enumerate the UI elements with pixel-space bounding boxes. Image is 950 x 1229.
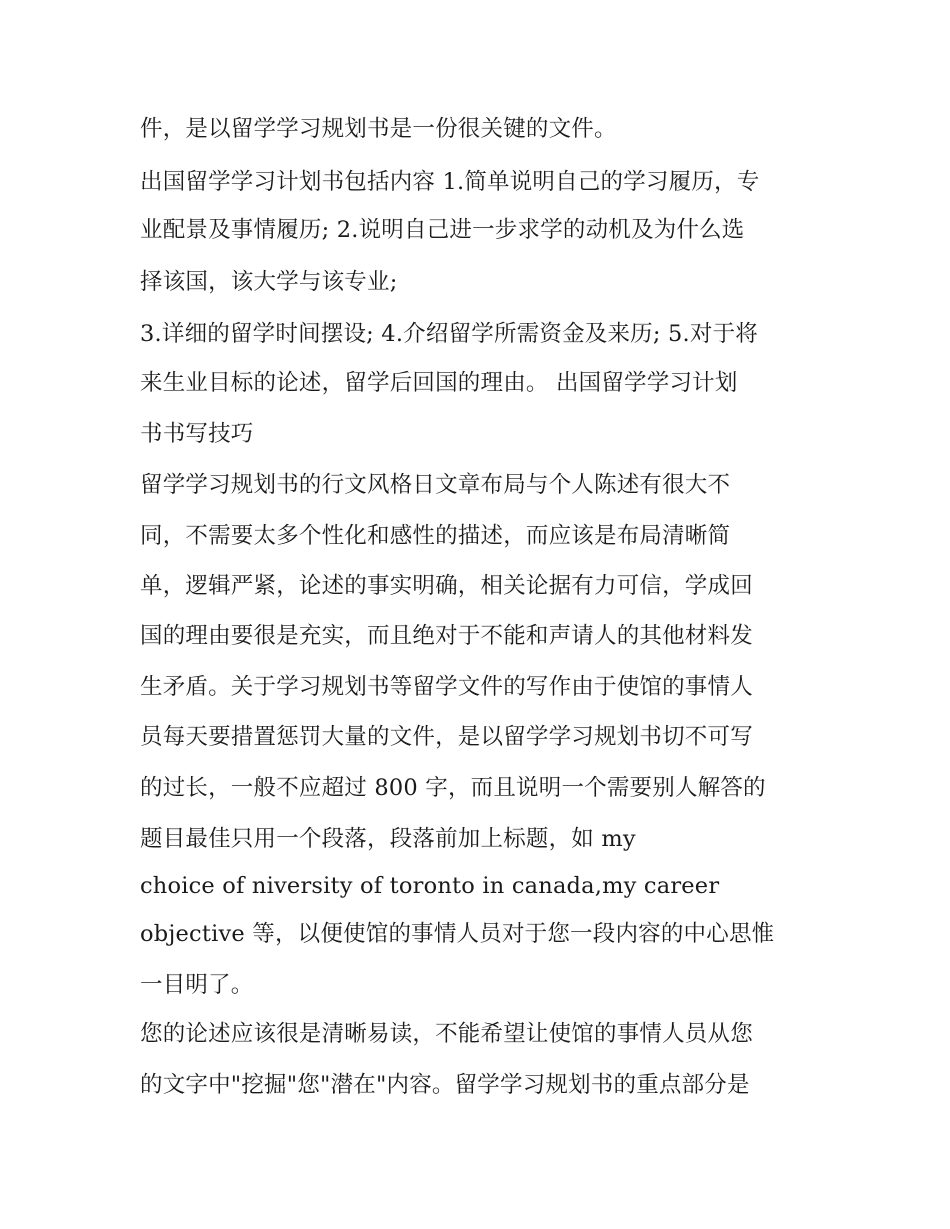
- text-line: 题目最佳只用一个段落，段落前加上标题，如 my: [140, 826, 636, 852]
- text-line: 一目明了。: [140, 972, 254, 998]
- text-line: 国的理由要很是充实，而且绝对于不能和声请人的其他材料发: [140, 623, 753, 649]
- text-line: 出国留学学习计划书包括内容 1.简单说明自己的学习履历，专: [140, 169, 760, 195]
- text-line: 来生业目标的论述，留学后回国的理由。 出国留学学习计划: [140, 370, 738, 396]
- text-line: 3.详细的留学时间摆设; 4.介绍留学所需资金及来历; 5.对于将: [140, 321, 758, 347]
- text-line: choice of niversity of toronto in canada,my career: [140, 873, 720, 899]
- text-line: 的过长，一般不应超过 800 字，而且说明一个需要别人解答的: [140, 775, 766, 801]
- text-line: 留学学习规划书的行文风格日文章布局与个人陈述有很大不: [140, 472, 731, 498]
- text-line: objective 等，以便使馆的事情人员对于您一段内容的中心思惟: [140, 921, 775, 947]
- text-line: 您的论述应该很是清晰易读，不能希望让使馆的事情人员从您: [140, 1021, 753, 1047]
- text-line: 择该国，该大学与该专业;: [140, 269, 398, 295]
- text-line: 书书写技巧: [140, 421, 254, 447]
- text-line: 单，逻辑严紧，论述的事实明确，相关论据有力可信，学成回: [140, 573, 753, 599]
- text-line: 的文字中"挖掘"您"潜在"内容。留学学习规划书的重点部分是: [140, 1072, 750, 1098]
- text-line: 件，是以留学学习规划书是一份很关键的文件。: [140, 116, 617, 142]
- text-line: 员每天要措置惩罚大量的文件，是以留学学习规划书切不可写: [140, 724, 753, 750]
- text-line: 生矛盾。关于学习规划书等留学文件的写作由于使馆的事情人: [140, 674, 753, 700]
- text-line: 业配景及事情履历; 2.说明自己进一步求学的动机及为什么选: [140, 217, 745, 243]
- text-line: 同，不需要太多个性化和感性的描述，而应该是布局清晰简: [140, 523, 731, 549]
